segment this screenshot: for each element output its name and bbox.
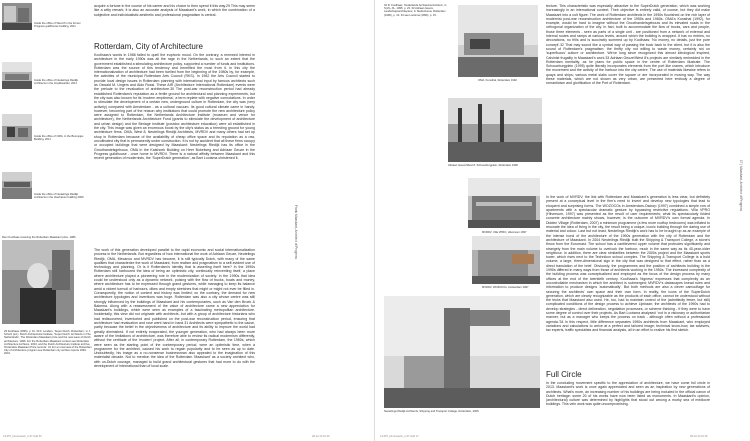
full-circle-paragraph: In the concluding movement specific to the appreciation of architecture, we have come full circle in 2013. Maaskant's work is once again appreciated and seen as an inspiration by new generations of architects. What's more, an increasing number of his buildings are being included in the official canon of Dutch heritage: some 20 of his works have now been listed as monuments. In Maaskant's opinion, (architectural) culture was determined by highlights that stood out among a murky sea of mediocre buildings. This vein work was quite uncompromising.: [546, 381, 710, 407]
schouwburgplein-photo: [448, 98, 542, 162]
office-neutelings-photo: [2, 62, 32, 89]
caption-photo-5: Rem Koolhaas receiving the Rotterdam-Maaskant prize, 1986: [2, 236, 76, 239]
office-veerhaven-photo: [2, 172, 32, 199]
office-west8-photo: [2, 3, 32, 30]
villa-vpro-photo: [468, 178, 540, 228]
wozocos-photo: [472, 236, 540, 284]
shipping-college-photo: [384, 296, 540, 408]
page-gutter: [374, 0, 375, 441]
footer-right-date: 28-12-13 16:16: [690, 435, 708, 438]
section-heading-full-circle: Full Circle: [546, 370, 582, 379]
koolhaas-prize-photo: [2, 240, 74, 324]
footer-left-file: 13-057_binnenwerk_1-37.indd 36: [3, 435, 42, 438]
caption-photo-1: Inside the office of West 8 in the former Progress guildhouse building, 2011: [34, 22, 81, 29]
right-column-1: tecture. This characteristic was especially attractive to the SuperDutch generation, which was working increasingly in an international context. Their objective is entirely valid, of course, but they did make Maaskant into a cult figure. The work of Rotterdam architects in the 1990s flourished on the rich layer of modernist post-war reconstruction architecture of the 1950s and 1960s. OMA's Kunsthal (1992), for example, would be hard to imagine without the Groothandelsgebouw and its elevated roads in the orthogonal organization of the city. In fact, built to accommodate the flow of trucks, cars and people, those three elements - seen as parts of a single unit - are positioned from a network of external and internal routes and ramps at various levels, around which the building is wrapped. It has no entries, no decorations, no frills and is succinctly summed up by Koolhaas: 'No money, no details, just the pure concept'.32 That may sound like a cynical way of passing the buck back to the client, but it is also the sound of Rotterdam's pragmatism: the thrifty city not willing to waste money, certainly not on 'superfluous' culture or architecture. We've long since recognized this almost ideological inspired, Calvinist frugality in Maaskant's work.33 Adriaan Geuze/West 8's projects are similarly embedded in the Rotterdam mentality, as he plans for public space in the centre of Rotterdam illustrate. The Schouwburgplein (1995) quite literally incorporates elements from the port like cranes, which introduce the movement and the activity of the harbour into the city centre. The use of materials likewise refers to quays and ships; various metal slabs cover the square or are incorporated in moving way. The way these materials, which are not shown as very urban, are presented here embody a degree of romanticism and glorification of the Port of Rotterdam.: [546, 4, 710, 86]
kunsthal-photo: [458, 5, 538, 77]
caption-photo-c: MVRDV, Villa VPRO, Hilversum 1997: [482, 231, 527, 234]
caption-footnotes-right: 32 R. Koolhaas, 'Nederlands Architectuurinstituut', in S,M,L,XL, 1995, p. 23. 33 Adriaan Geuze, Landschapsarchitectuur, in Stedenbouw, Rotterdam (1996), p. 10. 34 see Lootsma (1996), p. 15.: [384, 4, 447, 17]
section-heading-city: Rotterdam, City of Architecture: [94, 42, 203, 51]
caption-photo-a: OMA, Kunsthal, Rotterdam 1992: [478, 79, 517, 82]
spine-right-text: 17 | Maaskant, Architect of Progress: [739, 160, 743, 212]
footer-left-date: 28-12-13 16:16: [312, 435, 330, 438]
spine-left-text: Frank Maaskant, Architect of Progress: [294, 205, 298, 260]
caption-photo-3: Inside the office of OMA, in the Boompjes Building, 2011: [34, 135, 84, 142]
footer-right-file: 13-057_binnenwerk_1-37.indd 17: [380, 435, 419, 438]
intro-paragraph: acquire a fortune in the course of his career and his choice to then spend it this way.29 This may seem like a witty remark; it is also an accurate analysis of Maaskant's work, in which the combination of a subjective and individualistic aesthetic and professional pragmatism is central.: [94, 4, 255, 17]
left-column-2: The work of this generation developed parallel to the rapid economic and social internationalization process in the Netherlands. But regardless of how international the work of Adriaan Geuze, Neutelings Riedijk, OMA, Mecanoo and MVRDV has become, it is still typically Dutch, with many of the same qualities that characterize the work of Maaskant, from realism and pragmatism to a self-evident use of technology and planning. Or is it Rotterdam's identity that is asserting itself here? In the 1990s Rotterdam still harboured the idea of being an optimistic city, continually reinventing itself, a place where architecture played a pioneering role in the modernization of society. In the 1990s that idea could be understood only as a dynamic network, pulsing with the flow of trucks, boats and money, where architecture has to be expressed through grand gestures, while managing to keep its balance amid a violent turmoil of harbours, dikes and empty stretches that might or might not ever be filled in. Consequently, the notion of context and history was limited; on the contrary, the demand for new architecture typologies and inventions was huge. Rotterdam was also a city whose centre was still strongly influenced by the buildings of Maaskant and his contemporaries, such as Van den Broek & Bakema. Along with a reassessment of the value of architecture came a new appreciation for Maaskant's buildings, which were seen as examples of a fascinating metropolitan architecture. Incidentally, this view did not originate with architects, but with a group of architecture historians who had rediscovered, inventoried and published on the post-war reconstruction period, ensuring that architecture had revaluation and rose went hand in hand.31 Architects were sympathetic to the cause, partly because the belief in the objectiveness of architecture and its ability to improve the world had greatly diminished. If not entirely evaporated, the younger generation, who had always been more aware of the limitations of architecture, was therefore able to review its radical modernism differently, without the certitude of the 'modern' project. After all, in contemporary Rotterdam, the 1950s, which were seen as the starting point of the contemporary period, were an optimistic time, when a programme for the architect, caused his work to regain popularity and to be seen as up to date. Undoubtedly, his image as a no-nonsense businessman also appealed to the imagination of this materialist decade. Not to mention the idea of the Rotterdam 'Maaskant' as a society architect who, with un-Dutch courage, managed to build grand architectural gestures that had more to do with the development of international than of local scale.: [94, 248, 255, 369]
office-oma-photo: [2, 114, 32, 141]
caption-photo-2: Inside the office of Neutelings Riedijk Architects in the Lloydkwartier, 2011: [34, 79, 79, 86]
caption-photo-4: Inside the office of Neutelings Riedijk Architects in the Veerhaven building 2009: [34, 193, 84, 200]
left-column-1: Koolhaas's words in 1986 failed to quell the euphoric mood. On the contrary, a renewed interest in architecture in the early 1990s was all the rage in the Netherlands, to such an extent that the government established a stimulating architecture policy, supported a number of funds and institutions. Rotterdam was the source of this tendency and benefited the most from it. In this city the internationalization of architecture had been fuelled from the beginning of the 1980s by, for example, the activities of the municipal Rotterdam Arts Council (RKS). In 1982 the Arts Council started to provide local design issues in Rotterdam planning with international input by famous architects such as Oswald M. Ungers and Aldo Rossi. These AIR (Architecture International Rotterdam) events were the prelude to the revaluation of architecture.30 The post-war reconstruction period had already established Rotterdam's reputation as a fertile ground for architectural and planning experiments, but the city was also known for its 'modern emptiness', a term replete with negative connotations. In order to stimulate the development of a certain new, underground culture in Rotterdam, the city was (very actively) compared with Amsterdam - as a cultural vacuum. Its good cultural climate came in handy, however, becoming part of the reason why institutions that could promote the new architecture policy were assigned to Rotterdam, the Netherlands Architecture Institute (museum and venue for architecture), the Netherlands Architecture Fund (grants to stimulate the development of architecture and urban design) and the Berlage Institute (postdoc architecture education) were all established in the city. This image was given an enormous boost by the city's status as a breeding ground for young architecture firms. OMA, West 8, Neutelings Riedijk Architects, MVRDV and many others had set up shop in Rotterdam because of the availability of cheap office space and its reputation as a raw, uncultivated city that is permanently under construction. It is not by accident that all these firms occupy or occupied buildings that were designed by Maaskant: Neutelings Riedijk has its office in the Groothandelsgebouw, OMA in the Katshoek Building on Heer Bokelweg and Adriaan Geuze in the Progress guildhouse - once home to MVRDV. There is a natural affinity between Maaskant and this recent generation of modernists, the 'SuperDutch generation', as Bart Lootsma christened it.: [94, 53, 255, 161]
caption-footnotes-left: 29 Koolhaas (1995), p. 10. 30 F. Lenders, 'Super Dutch, Rotterdam', in J. Scholz (ed.), Dutch Architectural Institute, 'Super Dutch: Architects in The Netherlands', The Rotterdam-Maaskant prize and the new wave of Dutch architecture, 1996. For the Rotterdam-Maaskant context see Rotterdam Architecture Archives, 2004, and the Dutch Architecture Institute archive, 'Rotterdam Maaskant Prize records'. 31 For an overview of the Rotterdam City of Architecture program see Rotterdam city archive reports 1993-2001.: [4, 330, 92, 356]
caption-photo-d: MVRDV, WOZOCOs, Amsterdam 1997: [482, 286, 529, 289]
right-column-2: In the work of MVRDV, the link with Rotterdam and Maaskant's generation is less clear, but definitely present at a conceptual level in the firm's need to invent and develop new typologies that lead to eloquent and surprising forms. The WOZOCOs in Amsterdam-Osdorp (1997) combined a simple row of apartments with a spectacular dramatic gesture by bypassing restrictive regulations. Villa VPRO (Hilversum, 1997) was presented as the result of user requirements; what its spectacularly folded concrete architecture mainly shows, however, is the outcome of MVRDV's own formal agenda. In Didden Village (Rotterdam, 2007) a minimum programme (a few more rooftop bedrooms) was inflated to resonate the idea of living in the city, the result being a unique, iconic building through the daring use of material and colour. Last but not least, Neutelings Riedijk's work has to be brought up as an example of the intense bond of the architecture of the 1990s generation with the city of Rotterdam and the architecture of Maaskant. In 2004 Neutelings Riedijk built the Shipping & Transport College, a stone's throw from the Euromast. The school has a cantilevered upper volume that protrudes significantly and strangely from the main volume to overlook the harbour, much in the same way as its 40-year-older neighbour. In addition, there are clear similarities between the 2000s project and the Maaskant sports tower, which rises next to the Technikon school complex. The Shipping & Transport College is a bold volume, a large, three-dimensional sign in the city that was designed to that effect, rather than as a direct translation of the brief. Obviously, the programmes and the position of architects building in the 1990s differed in many ways from those of architects working in the 1950s. The increased complexity of the building process was conceptualized and employed as the focus of the design process by many offices at the end of the twentieth century. Koolhaas's 'bigness' expresses that complexity as an uncontrollable mechanism in which the architect is submerged; MVRDV's datascapes knead rules and information to produce designs 'automatically'. But both methods are also a clever camouflage for securing the architects' own space and their own form. In reality, the icons of the SuperDutch generation, which are clearly recognizable as the products of each office, cannot be understood without the tricks that Maaskant also used. He, too, had to maintain control of the (admittedly fewer, but still) complicated conditions of the design process to achieve Lijnbaan; the architects of the 1990s had to develop strategies - direct delineation, negotiation processes, or scheme thinking - if they were to have some degree of control over their projects. As Bart Lootsma analysed: 'not in a visionary or authoritarian manner, but as a manager who keeps the process on track - although often without a professional agenda.'34 In this respect, little difference separates 1990s architects from Maaskant, who employed variations and calculations to arrive at a perfect and tailored image; technical know-how, tax advisers, tax experts, traffic specialists and financial analysts, all in an effort to realize his first sketch.: [546, 195, 710, 333]
caption-photo-b: Adriaan Geuze/West 8, Schouwburgplein, Rotterdam 1996: [448, 164, 518, 167]
caption-photo-e: Neutelings Riedijk Architects, Shipping and Transport College, Rotterdam, 2005: [384, 410, 479, 413]
